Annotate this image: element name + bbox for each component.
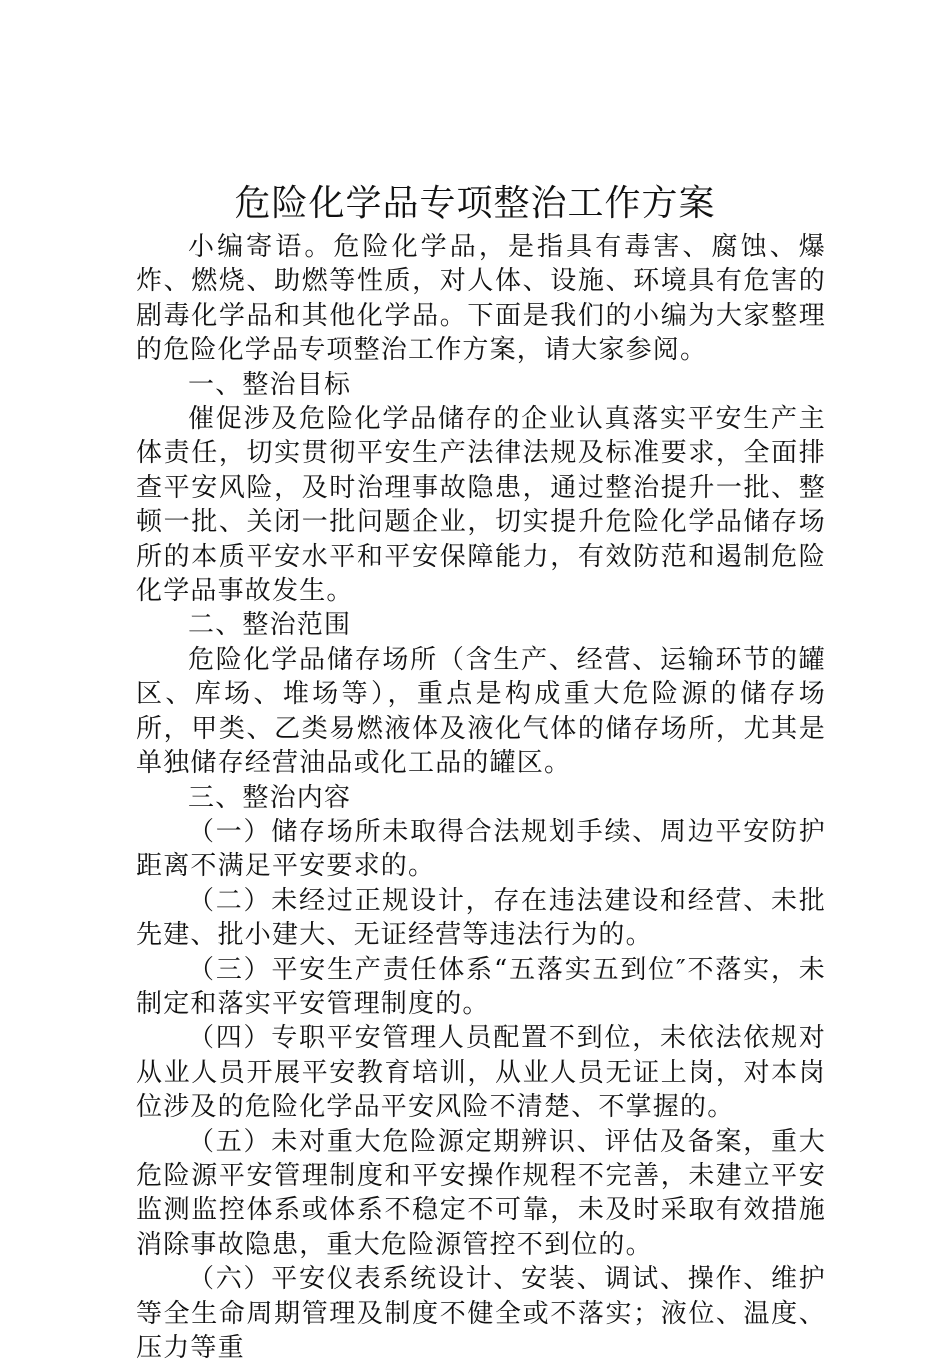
- content-item-3: （三）平安生产责任体系“五落实五到位″不落实，未制定和落实平安管理制度的。: [136, 954, 826, 1019]
- document-body: [136, 230, 826, 1365]
- section-heading-content: 三、整治内容: [188, 782, 352, 813]
- scope-paragraph: 危险化学品储存场所（含生产、经营、运输环节的罐区、库场、堆场等），重点是构成重大危险源的储存场所，甲类、乙类易燃液体及液化气体的储存场所，尤其是单独储存经营油品或化工品的罐区。: [136, 644, 826, 779]
- section-heading-goal: 一、整治目标: [188, 369, 352, 400]
- content-item-5: （五）未对重大危险源定期辨识、评估及备案，重大危险源平安管理制度和平安操作规程不完善，未建立平安监测监控体系或体系不稳定不可靠，未及时采取有效措施消除事故隐患，重大危险源管控不到位的。: [136, 1126, 826, 1260]
- content-item-2: （二）未经过正规设计，存在违法建设和经营、未批先建、批小建大、无证经营等违法行为的。: [136, 885, 826, 951]
- content-item-1: （一）储存场所未取得合法规划手续、周边平安防护距离不满足平安要求的。: [136, 816, 826, 882]
- intro-paragraph: 小编寄语。危险化学品，是指具有毒害、腐蚀、爆炸、燃烧、助燃等性质，对人体、设施、环境具有危害的剧毒化学品和其他化学品。下面是我们的小编为大家整理的危险化学品专项整治工作方案，请大家参阅。: [136, 232, 826, 366]
- section-heading-scope: 二、整治范围: [188, 610, 352, 641]
- goal-paragraph: 催促涉及危险化学品储存的企业认真落实平安生产主体责任，切实贯彻平安生产法律法规及标准要求，全面排查平安风险，及时治理事故隐患，通过整治提升一批、整顿一批、关闭一批问题企业，切实提升危险化学品储存场所的本质平安水平和平安保障能力，有效防范和遏制危险化学品事故发生。: [136, 404, 826, 607]
- content-item-6: （六）平安仪表系统设计、安装、调试、操作、维护等全生命周期管理及制度不健全或不落实；液位、温度、压力等重: [136, 1264, 826, 1363]
- document-title: 危险化学品专项整治工作方案: [234, 183, 716, 224]
- content-item-4: （四）专职平安管理人员配置不到位，未依法依规对从业人员开展平安教育培训，从业人员无证上岗，对本岗位涉及的危险化学品平安风险不清楚、不掌握的。: [136, 1023, 826, 1123]
